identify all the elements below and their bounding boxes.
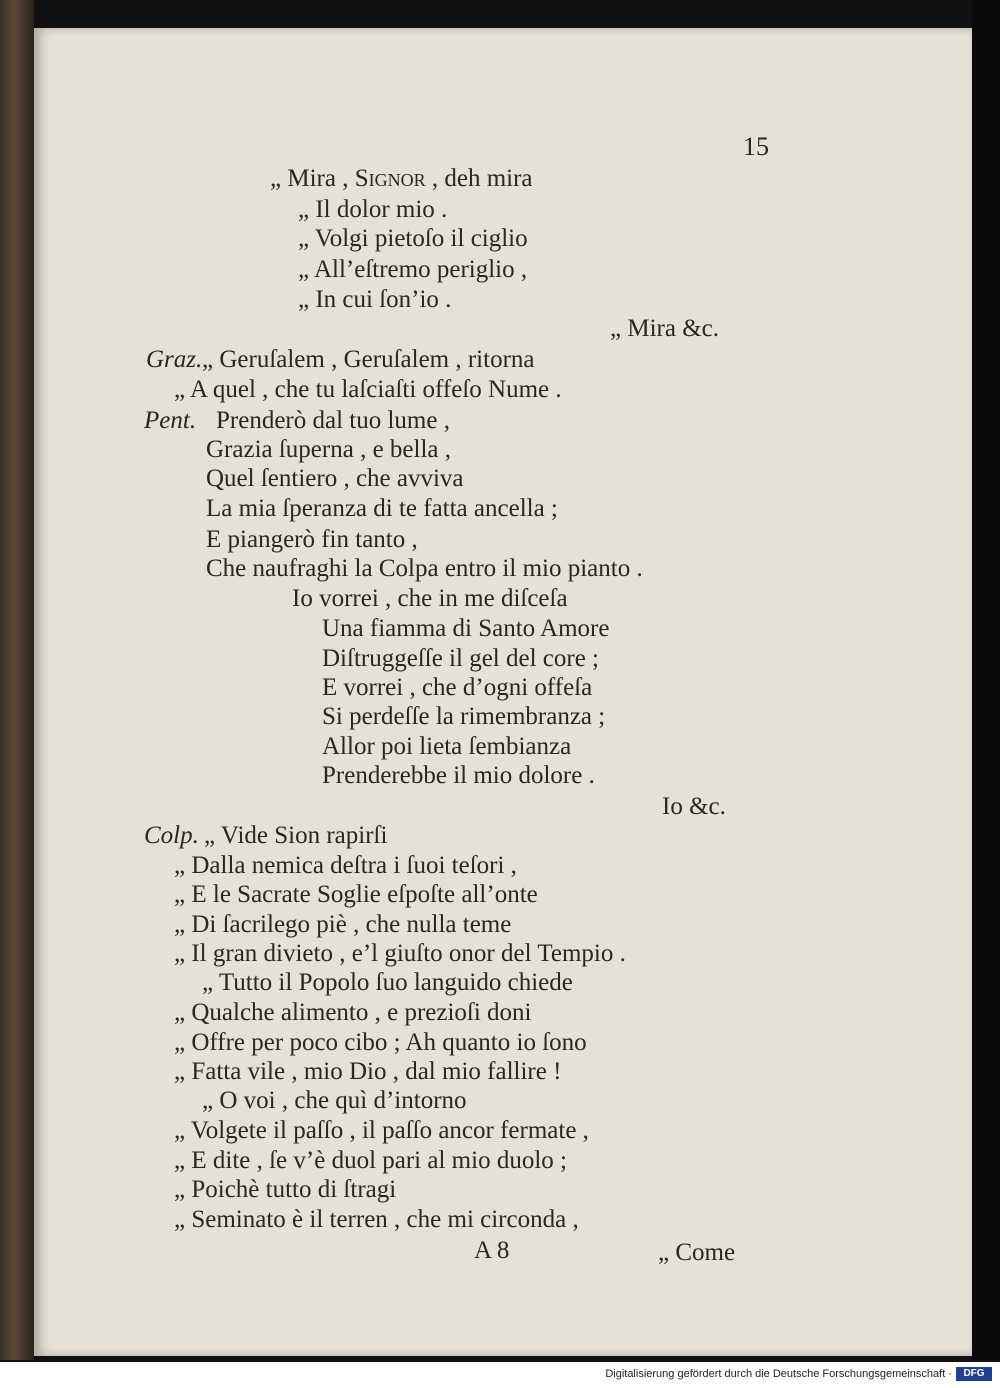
verse-line: „ Di ſacrilego piè , che nulla teme xyxy=(174,911,512,938)
verse-line: „ Poichè tutto di ſtragi xyxy=(174,1176,397,1203)
signature-mark: A 8 xyxy=(474,1237,510,1264)
speaker-label: Pent. xyxy=(144,407,197,434)
verse-line: „ Fatta vile , mio Dio , dal mio fallire ! xyxy=(174,1058,562,1085)
catchword: „ Come xyxy=(658,1239,736,1266)
verse-line: „ Tutto il Popolo ſuo languido chiede xyxy=(202,969,573,996)
dfg-logo-icon: DFG xyxy=(956,1367,992,1381)
verse-line: „ Dalla nemica deſtra i ſuoi teſori , xyxy=(174,852,517,879)
verse-line: Allor poi lieta ſembianza xyxy=(322,733,572,760)
refrain-line: „ Mira &c. xyxy=(610,315,719,342)
verse-line: E vorrei , che d’ogni offeſa xyxy=(322,674,593,701)
verse-line: „ In cui ſon’io . xyxy=(298,286,452,313)
verse-line: „ Mira , Signor , deh mira xyxy=(270,165,533,192)
verse-line: „ Il gran divieto , e’l giuſto onor del Tempio . xyxy=(174,940,626,967)
refrain-line: Io &c. xyxy=(662,793,726,820)
speaker-label: Graz. xyxy=(146,346,203,373)
footer-credit: Digitalisierung gefördert durch die Deutsche Forschungsgemeinschaft · xyxy=(605,1368,952,1380)
verse-line: Si perdeſſe la rimembranza ; xyxy=(322,703,606,730)
verse-line: „ E le Sacrate Soglie eſpoſte all’onte xyxy=(174,881,538,908)
book-spine-edge xyxy=(0,0,34,1360)
verse-line: „ Seminato è il terren , che mi circonda , xyxy=(174,1206,579,1233)
page-number: 15 xyxy=(743,132,769,161)
verse-line: Prenderò dal tuo lume , xyxy=(216,407,450,434)
verse-line: Quel ſentiero , che avviva xyxy=(206,465,464,492)
footer-bar xyxy=(0,1362,1000,1388)
verse-line: Una fiamma di Santo Amore xyxy=(322,615,610,642)
verse-line: „ E dite , ſe v’è duol pari al mio duolo ; xyxy=(174,1147,567,1174)
verse-line: La mia ſperanza di te fatta ancella ; xyxy=(206,495,558,522)
verse-line: „ Vide Sion rapirſi xyxy=(204,822,388,849)
background-edge xyxy=(972,0,1000,1360)
verse-line: „ Geruſalem , Geruſalem , ritorna xyxy=(202,346,535,373)
speaker-label: Colp. xyxy=(144,822,199,849)
verse-line: „ Volgete il paſſo , il paſſo ancor fermate , xyxy=(174,1117,589,1144)
verse-line: „ All’eſtremo periglio , xyxy=(298,256,528,283)
verse-line: „ A quel , che tu laſciaſti offeſo Nume . xyxy=(174,376,562,403)
verse-line: „ Volgi pietoſo il ciglio xyxy=(298,225,528,252)
verse-line: Grazia ſuperna , e bella , xyxy=(206,436,452,463)
verse-line: E piangerò fin tanto , xyxy=(206,526,418,553)
verse-line: Io vorrei , che in me diſceſa xyxy=(292,585,568,612)
verse-line: „ O voi , che quì d’intorno xyxy=(202,1087,467,1114)
verse-line: Che naufraghi la Colpa entro il mio pianto . xyxy=(206,555,643,582)
verse-line: „ Qualche alimento , e prezioſi doni xyxy=(174,999,532,1026)
verse-line: „ Il dolor mio . xyxy=(298,196,448,223)
verse-line: „ Offre per poco cibo ; Ah quanto io ſono xyxy=(174,1029,587,1056)
verse-line: Prenderebbe il mio dolore . xyxy=(322,762,595,789)
verse-line: Diſtruggeſſe il gel del core ; xyxy=(322,645,599,672)
